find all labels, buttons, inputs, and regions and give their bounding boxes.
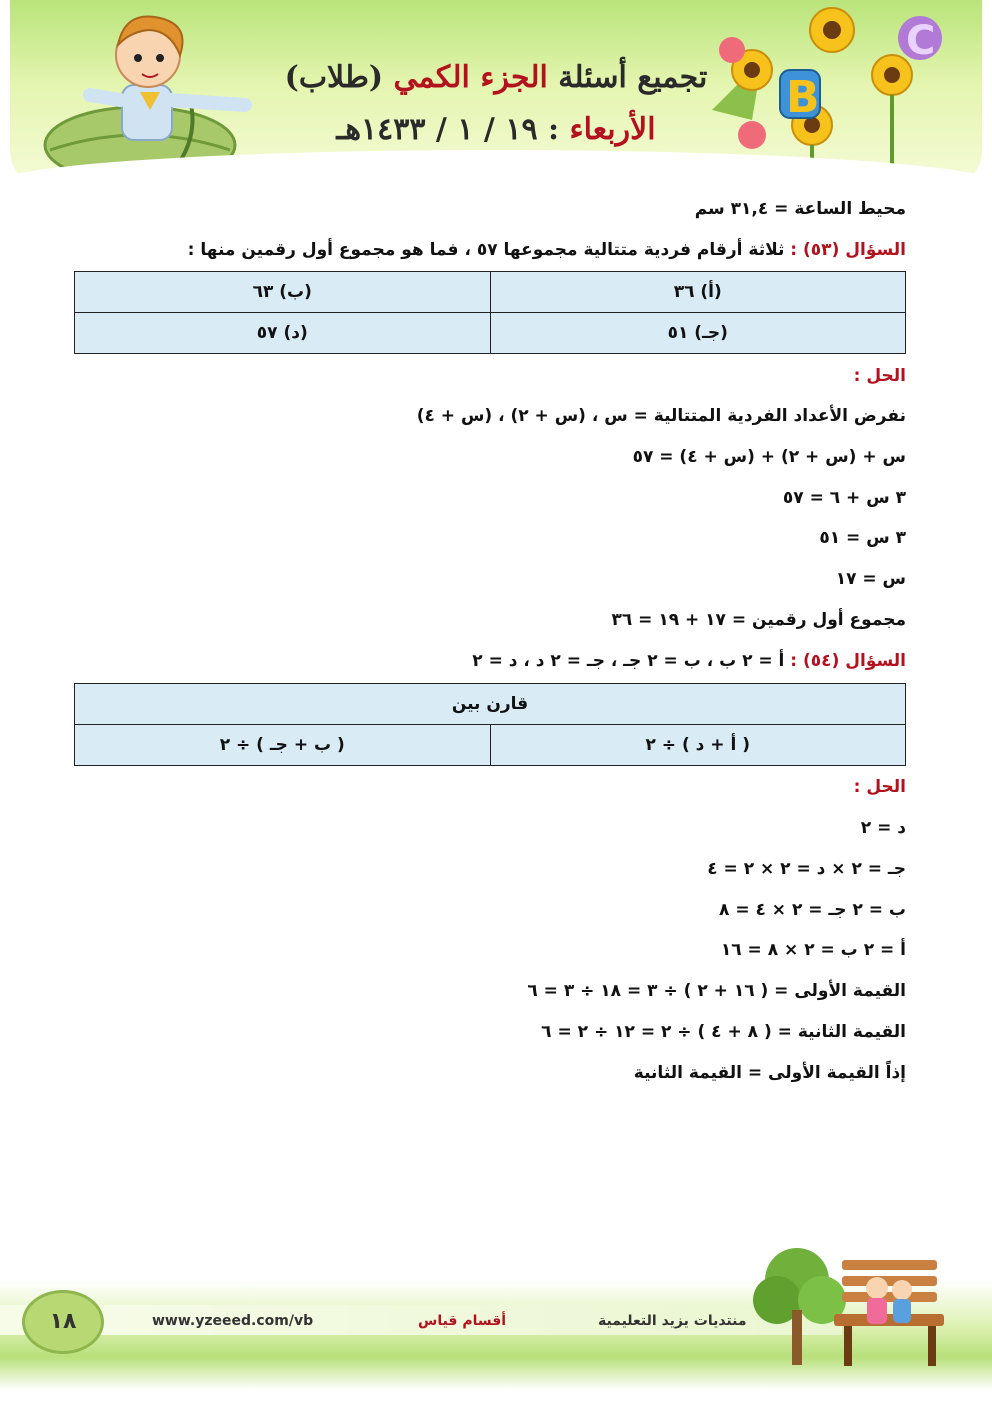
clock-perimeter-line: محيط الساعة = ٣١,٤ سم (694, 199, 906, 219)
question-54 (472, 650, 906, 672)
footer-forum-name: منتديات يزيد التعليمية (598, 1313, 747, 1329)
footer-section: أقسام قياس (418, 1313, 507, 1329)
svg-text:B: B (786, 72, 820, 123)
page-number: ١٨ (22, 1290, 104, 1354)
svg-text:C: C (906, 18, 936, 64)
question-54-text: أ = ٢ ب ، ب = ٢ جـ ، جـ = ٢ د ، د = ٢ (472, 651, 791, 671)
solution-label: الحل : (853, 777, 906, 797)
question-54-label: السؤال (٥٤) : (790, 651, 906, 671)
solution-step: جـ = ٢ × د = ٢ × ٢ = ٤ (707, 859, 906, 879)
solution-step: ٣ س = ٥١ (819, 528, 906, 548)
option-a: (أ) ٣٦ (490, 272, 906, 313)
question-53 (188, 239, 906, 261)
solution-step: س = ١٧ (835, 569, 906, 589)
option-d: (د) ٥٧ (75, 313, 491, 354)
solution-step: أ = ٢ ب = ٢ × ٨ = ١٦ (720, 940, 906, 960)
solution-step: القيمة الأولى = ( ١٦ + ٢ ) ÷ ٣ = ١٨ ÷ ٣ = ٦ (527, 981, 906, 1001)
question-53-label: السؤال (٥٣) : (790, 240, 906, 260)
footer (0, 1240, 992, 1403)
park-bench-illustration (752, 1240, 952, 1390)
option-c: (جـ) ٥١ (490, 313, 906, 354)
solution-step: ٣ س + ٦ = ٥٧ (782, 488, 906, 508)
solution-step: د = ٢ (860, 818, 906, 838)
compare-header: قارن بين (75, 684, 906, 725)
page-title: تجميع أسئلة الجزء الكمي (طلاب) (284, 60, 708, 95)
question-53-text: ثلاثة أرقام فردية متتالية مجموعها ٥٧ ، فما هو مجموع أول رقمين منها : (187, 240, 791, 260)
solution-label: الحل : (853, 366, 906, 386)
compare-col-1: ( أ + د ) ÷ ٢ (490, 725, 906, 766)
footer-url-link[interactable]: www.yzeeed.com/vb (152, 1313, 314, 1329)
solution-step: ب = ٢ جـ = ٢ × ٤ = ٨ (719, 900, 906, 920)
solution-conclusion: إذاً القيمة الأولى = القيمة الثانية (633, 1063, 906, 1083)
option-b: (ب) ٦٣ (75, 272, 491, 313)
question-54-compare-table (74, 683, 906, 766)
solution-step: نفرض الأعداد الفردية المتتالية = س ، (س + ٢) ، (س + ٤) (416, 406, 906, 426)
question-53-options (74, 271, 906, 354)
page-date: الأربعاء : ١٩ / ١ / ١٤٣٣هـ (336, 112, 656, 147)
solution-step: س + (س + ٢) + (س + ٤) = ٥٧ (632, 447, 906, 467)
header-banner (10, 0, 982, 190)
solution-step: القيمة الثانية = ( ٨ + ٤ ) ÷ ٢ = ١٢ ÷ ٢ = ٦ (541, 1022, 906, 1042)
solution-step: مجموع أول رقمين = ١٧ + ١٩ = ٣٦ (611, 610, 906, 630)
compare-col-2: ( ب + جـ ) ÷ ٢ (75, 725, 491, 766)
